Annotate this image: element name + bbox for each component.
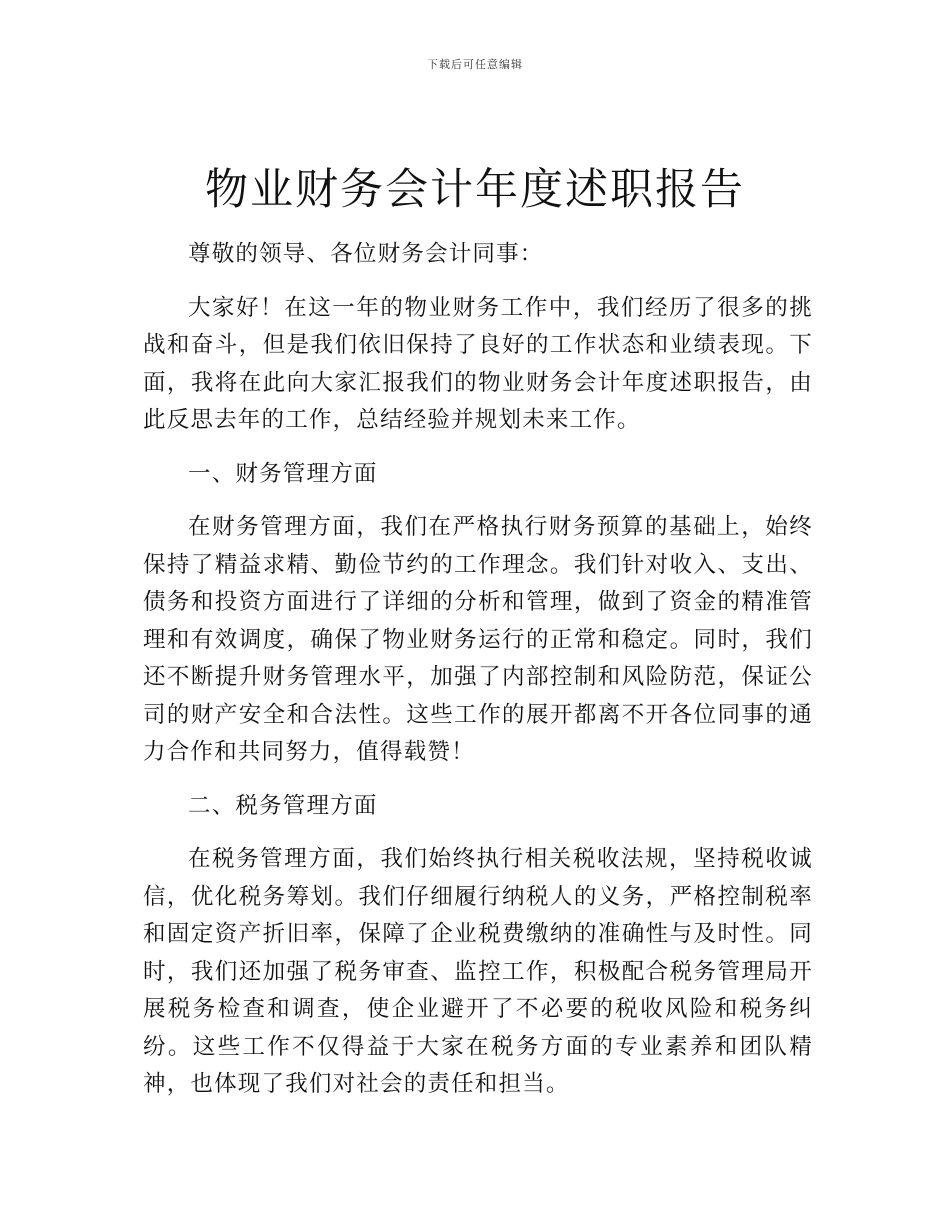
- section-paragraph-tax: 在税务管理方面，我们始终执行相关税收法规，坚持税收诚信，优化税务筹划。我们仔细履行纳税人的义务，严格控制税率和固定资产折旧率，保障了企业税费缴纳的准确性与及时性。同时，我们还加强了税务审查、监控工作，积极配合税务管理局开展税务检查和调查，使企业避开了不必要的税收风险和税务纠纷。这些工作不仅得益于大家在税务方面的专业素养和团队精神，也体现了我们对社会的责任和担当。: [143, 846, 813, 1097]
- section-heading-tax: 二、税务管理方面: [188, 792, 378, 819]
- section-heading-finance: 一、财务管理方面: [188, 460, 378, 487]
- section-paragraph-finance: 在财务管理方面，我们在严格执行财务预算的基础上，始终保持了精益求精、勤俭节约的工作理念。我们针对收入、支出、债务和投资方面进行了详细的分析和管理，做到了资金的精准管理和有效调度，确保了物业财务运行的正常和稳定。同时，我们还不断提升财务管理水平，加强了内部控制和风险防范，保证公司的财产安全和合法性。这些工作的展开都离不开各位同事的通力合作和共同努力，值得载赞！: [143, 514, 813, 765]
- document-body: [143, 236, 813, 1120]
- header-note: 下载后可任意编辑: [427, 58, 523, 71]
- greeting: 尊敬的领导、各位财务会计同事：: [188, 241, 544, 267]
- document-title: 物业财务会计年度述职报告: [205, 165, 745, 215]
- intro-paragraph: 大家好！在这一年的物业财务工作中，我们经历了很多的挑战和奋斗，但是我们依旧保持了良好的工作状态和业绩表现。下面，我将在此向大家汇报我们的物业财务会计年度述职报告，由此反思去年的工作，总结经验并规划未来工作。: [143, 294, 813, 433]
